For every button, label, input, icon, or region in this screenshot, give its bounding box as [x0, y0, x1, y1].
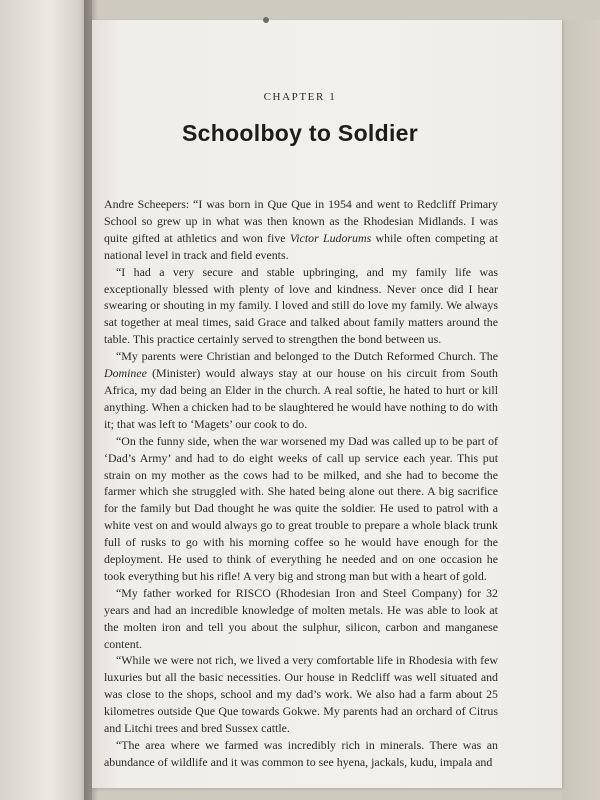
- chapter-title: Schoolboy to Soldier: [181, 120, 418, 146]
- paragraph: “My parents were Christian and belonged to the Dutch Reformed Church. The Dominee (Minister) would always stay at our house on his circuit from South Africa, my dad being an Elder in the church. A real softie, he hated to hurt or kill anything. When a chicken had to be slaughtered he would have nothing to do with it; that was left to ‘Magets’ our cook to do.: [104, 349, 498, 431]
- chapter-body: [104, 196, 498, 771]
- paragraph: “On the funny side, when the war worsened my Dad was called up to be part of ‘Dad’s Army’ and had to do eight weeks of call up service each year. This put strain on my mother as the cows had to be milked, and she had to become the farmer which she struggled with. She hated being alone out there. A big sacrifice for the family but Dad thought he was quite the soldier. He used to patrol with a white vest on and would always go to great trouble to prepare a whole black trunk full of rusks to go with his morning coffee so he would have enough for the deployment. He used to think of everything he needed and on one occasion he took everything but his rifle! A very big and strong man but with a heart of gold.: [104, 433, 498, 583]
- paragraph: “I had a very secure and stable upbringing, and my family life was exceptionally blessed with plenty of love and kindness. Never once did I hear swearing or shouting in my family. I loved and still do love my family. We always sat together at meal times, said Grace and talked about family matters around the table. This practice certainly served to strengthen the bond between us.: [104, 264, 498, 347]
- page-mark: [263, 17, 269, 23]
- italic-term: Dominee: [104, 366, 147, 381]
- paragraph: Andre Scheepers: “I was born in Que Que in 1954 and went to Redcliff Primary School so grew up in what was then known as the Rhodesian Midlands. I was quite gifted at athletics and won five Victor Ludorums while often competing at national level in track and field events.: [104, 197, 499, 262]
- paragraph: “While we were not rich, we lived a very comfortable life in Rhodesia with few luxuries but all the basic necessities. Our house in Redcliff was well situated and was close to the shops, school and my dad’s work. We also had a farm about 25 kilometres outside Que Que towards Gokwe. My parents had an orchard of Citrus and Litchi trees and bred Sussex cattle.: [104, 653, 498, 736]
- paragraph: “The area where we farmed was incredibly rich in minerals. There was an abundance of wildlife and it was common to see hyena, jackals, kudu, impala and: [104, 738, 498, 769]
- italic-term: Victor Ludorums: [289, 230, 372, 245]
- chapter-number: CHAPTER 1: [263, 91, 337, 103]
- paragraph: “My father worked for RISCO (Rhodesian Iron and Steel Company) for 32 years and had an incredible knowledge of molten metals. He was able to look at the molten iron and tell you about the sulphur, silicon, carbon and manganese content.: [104, 585, 498, 651]
